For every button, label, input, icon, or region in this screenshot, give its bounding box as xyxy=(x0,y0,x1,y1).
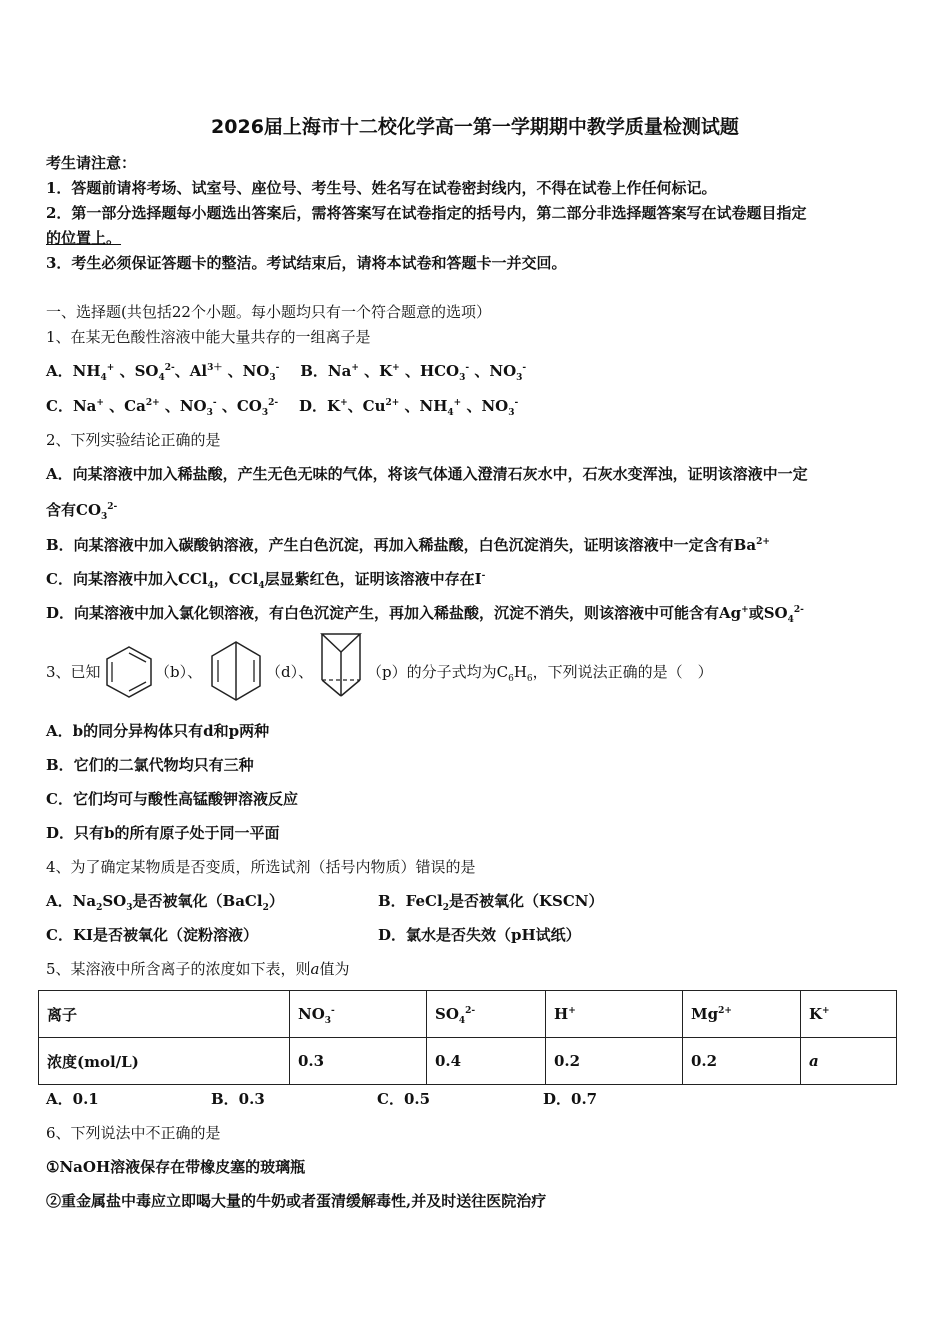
dewar-benzene-structure-icon xyxy=(208,640,264,702)
q3-lead: 3、已知 xyxy=(46,663,101,681)
table-cell: $Mg^{2+}$ xyxy=(683,991,801,1038)
table-cell: 0.3 xyxy=(290,1038,427,1085)
notice-item-2-cont: 的位置上。 xyxy=(46,229,122,247)
q3-option-b: B．它们的二氯代物均只有三种 xyxy=(46,756,254,774)
q1-option-d: D．K+、$Cu^{2+}$ 、$NH_4^+$ 、$NO_3^-$ xyxy=(299,397,519,418)
q6-item-1: ①NaOH溶液保存在带橡皮塞的玻璃瓶 xyxy=(46,1158,306,1176)
q4-option-a: A．$Na_2SO_3$是否被氧化（BaCl$_2$） xyxy=(46,892,284,913)
table-cell: 0.2 xyxy=(683,1038,801,1085)
q4-option-d: D．氯水是否失效（pH试纸） xyxy=(378,926,581,944)
q4-stem: 4、为了确定某物质是否变质，所选试剂（括号内物质）错误的是 xyxy=(46,858,476,876)
q2-option-a: A．向某溶液中加入稀盐酸，产生无色无味的气体，将该气体通入澄清石灰水中，石灰水变浑浊，证明该溶液中一定 xyxy=(46,465,808,483)
table-cell: 离子 xyxy=(39,991,290,1038)
q5-stem: 5、某溶液中所含离子的浓度如下表，则a值为 xyxy=(46,960,350,978)
q4-option-b: B．FeCl$_2$是否被氧化（KSCN） xyxy=(378,892,604,913)
q3-option-c: C．它们均可与酸性高锰酸钾溶液反应 xyxy=(46,790,298,808)
table-row xyxy=(39,1038,897,1085)
q1-option-c: C．Na+ 、$Ca^{2+}$ 、$NO_3^-$ 、$CO_3^{2-}$ xyxy=(46,397,279,418)
q5-option-c: C．0.5 xyxy=(377,1090,431,1108)
notice-item-2: 2．第一部分选择题每小题选出答案后，需将答案写在试卷指定的括号内，第二部分非选择题答案写在试卷题目指定 xyxy=(46,204,807,222)
q2-option-b: B．向某溶液中加入碳酸钠溶液，产生白色沉淀，再加入稀盐酸，白色沉淀消失，证明该溶液中一定含有$Ba^{2+}$ xyxy=(46,536,770,554)
table-cell: $SO_4^{2-}$ xyxy=(427,991,546,1038)
q3-label-b: （b）、 xyxy=(155,663,203,681)
notice-heading: 考生请注意： xyxy=(46,154,137,172)
q2-option-c: C．向某溶液中加入CCl$_4$，CCl$_4$层显紫红色，证明该溶液中存在I- xyxy=(46,570,486,591)
table-cell: 浓度(mol/L) xyxy=(39,1038,290,1085)
table-cell: H+ xyxy=(546,991,683,1038)
q5-option-a: A．0.1 xyxy=(46,1090,99,1108)
q3-label-p: （p）的分子式均为$C_6H_6$，下列说法正确的是（ ） xyxy=(367,663,713,684)
table-row xyxy=(39,991,897,1038)
q5-option-d: D．0.7 xyxy=(543,1090,598,1108)
q1-options-cd xyxy=(46,396,518,416)
q5-option-b: B．0.3 xyxy=(211,1090,265,1108)
table-cell: K+ xyxy=(801,991,897,1038)
q6-item-2: ②重金属盐中毒应立即喝大量的牛奶或者蛋清缓解毒性,并及时送往医院治疗 xyxy=(46,1192,547,1210)
table-cell: 0.2 xyxy=(546,1038,683,1085)
q3-option-a: A．b的同分异构体只有d和p两种 xyxy=(46,722,270,740)
q2-option-a-cont: 含有$CO_3^{2-}$ xyxy=(46,501,118,522)
notice-item-3: 3．考生必须保证答题卡的整洁。考试结束后，请将本试卷和答题卡一并交回。 xyxy=(46,254,567,272)
q3-option-d: D．只有b的所有原子处于同一平面 xyxy=(46,824,280,842)
ion-concentration-table xyxy=(38,990,897,1085)
prismane-structure-icon xyxy=(318,630,364,700)
table-cell: $NO_3^-$ xyxy=(290,991,427,1038)
q1-option-b: B．Na+ 、K+ 、$HCO_3^-$ 、$NO_3^-$ xyxy=(300,362,527,383)
table-cell: 0.4 xyxy=(427,1038,546,1085)
q1-option-a: A．$NH_4^+$ 、$SO_4^{2-}$、$Al^{3+}$ 、$NO_3^-$ xyxy=(46,362,280,383)
notice-item-1: 1．答题前请将考场、试室号、座位号、考生号、姓名写在试卷密封线内，不得在试卷上作任何标记。 xyxy=(46,179,717,197)
table-cell: a xyxy=(801,1038,897,1085)
section-heading: 一、选择题(共包括22个小题。每小题均只有一个符合题意的选项） xyxy=(46,303,491,321)
page-title: 2026届上海市十二校化学高一第一学期期中教学质量检测试题 xyxy=(211,116,739,138)
q1-stem: 1、在某无色酸性溶液中能大量共存的一组离子是 xyxy=(46,328,371,346)
q1-options-ab xyxy=(46,361,526,381)
q2-option-d: D．向某溶液中加入氯化钡溶液，有白色沉淀产生，再加入稀盐酸，沉淀不消失，则该溶液中可能含有Ag+或$SO_4^{2-}$ xyxy=(46,604,804,625)
benzene-structure-icon xyxy=(103,645,155,699)
q3-label-d: （d）、 xyxy=(266,663,314,681)
q2-stem: 2、下列实验结论正确的是 xyxy=(46,431,221,449)
q6-stem: 6、下列说法中不正确的是 xyxy=(46,1124,221,1142)
q4-option-c: C．KI是否被氧化（淀粉溶液） xyxy=(46,926,258,944)
